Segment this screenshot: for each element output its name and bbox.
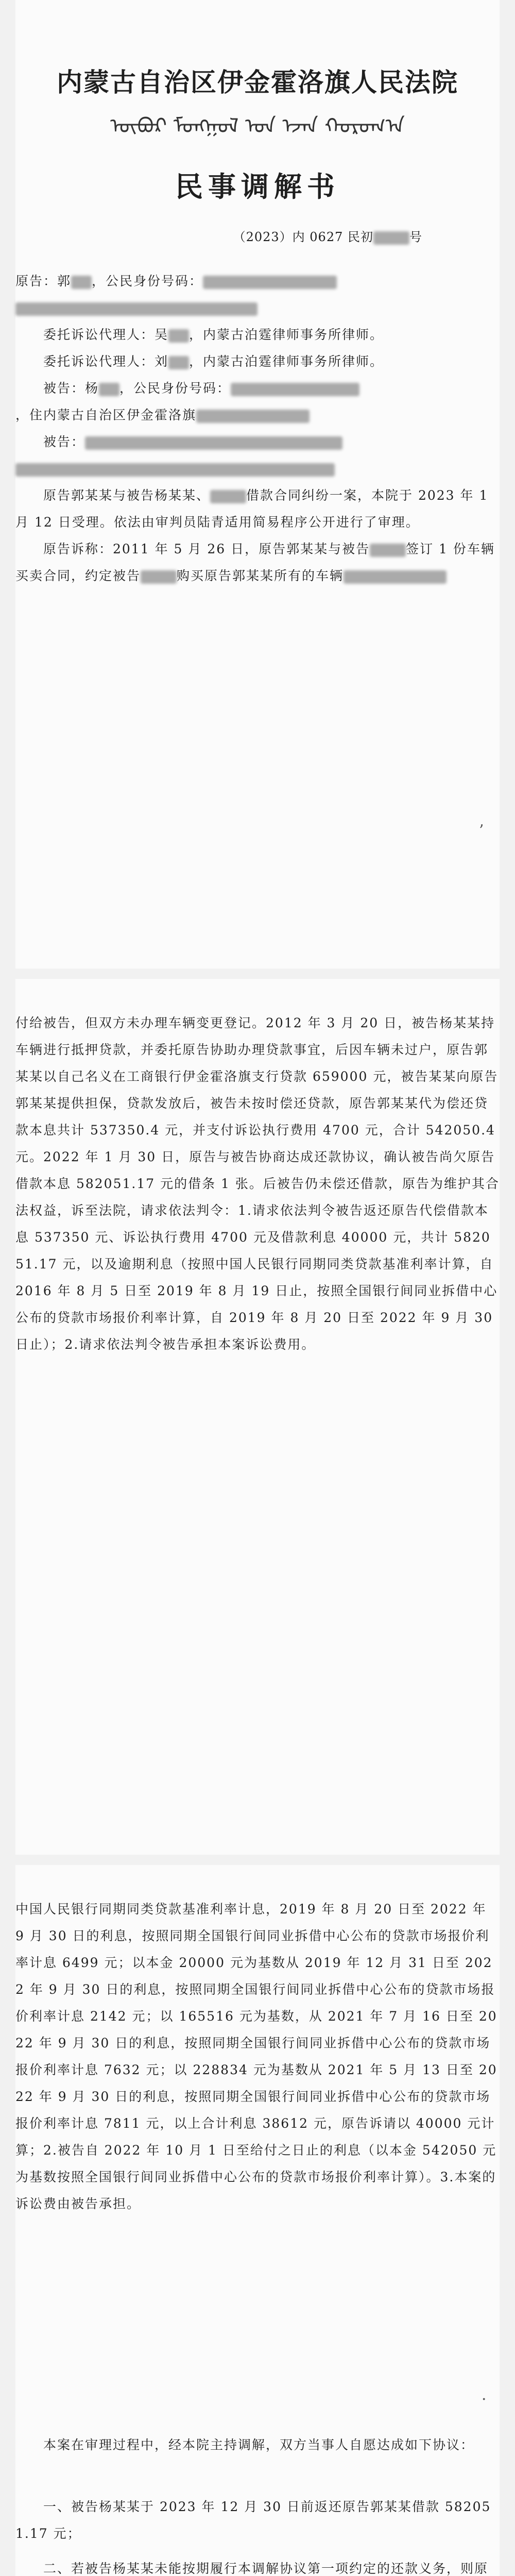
paragraph: ，公民身份号码： [119,381,231,396]
paragraph: 被告：杨 [15,381,99,396]
paragraph: 委托诉讼代理人：刘 [15,354,169,369]
redaction [168,329,189,343]
document-number-prefix: （2023）内 0627 民初 [233,230,373,244]
paragraph: 签订 1 份车辆买卖合同，约定被告 [15,541,495,583]
agreement-item-2: 二、若被告杨某某未能按期履行本调解协议第一项约定的还款义务，则原 [43,2561,489,2576]
page-2 [15,979,500,1855]
agreement-item-1: 一、被告杨某某于 2023 年 12 月 30 日前返还原告郭某某借款 582051.17 元； [15,2499,491,2541]
redaction [373,231,409,245]
paragraph: 原告：郭 [15,274,72,289]
body-text-page1 [15,268,500,938]
redaction [210,490,246,503]
paragraph: ，住内蒙古自治区伊金霍洛旗 [15,408,197,422]
redaction [99,383,119,396]
paragraph: 原告诉称：2011 年 5 月 26 日，原告郭某某与被告 [15,541,370,556]
redaction [85,436,342,450]
page-1 [15,0,500,969]
redaction [15,302,258,316]
document-number [233,227,422,245]
margin-mark: ’ [479,822,484,840]
redaction [231,383,359,396]
body-text-page2: 付给被告，但双方未办理车辆变更登记。2012 年 3 月 20 日，被告杨某某持车辆进行抵押贷款，并委托原告协助办理贷款事宜，后因车辆未过户，原告郭某某以自己名义在工商银行伊金霍洛旗支行贷款 659000 元，被告某某向原告郭某某提供担保，贷款发放后，被告未按时偿还贷款，原告郭某某代为偿还贷款本息共计 537350.4 元，并支付诉讼执行费用 4700 元，合计 542050.4 元。2022 年 1 月 30 日，原告与被告协商达成还款协议，确认被告尚欠原告借款本息 582051.17 元的借条 1 张。后被告仍未偿还借款，原告为维护其合法权益，诉至法院，请求依法判令：1.请求依法判令被告返还原告代偿借款本息 537350 元、诉讼执行费用 4700 元及借款利息 40000 元，共计 582051.17 元，以及逾期利息（按照中国人民银行同期同类贷款基准利率计算，自 2016 年 8 月 5 日至 2019 年 8 月 19 日止，按照全国银行间同业拆借中心公布的贷款市场报价利率计算，自 2019 年 8 月 20 日至 2022 年 9 月 30 日止）；2.请求依法判令被告承担本案诉讼费用。 [15,1015,501,1352]
paragraph: 委托诉讼代理人：吴 [15,327,169,342]
court-name-mongolian: ᠥᠪᠥᠷ ᠮᠣᠩᠭᠣᠯ ᠤᠨ ᠡᠵᠡᠨ ᠬᠣᠷᠣᠭ᠎ᠠ [110,114,405,138]
document-title: 民事调解书 [175,170,340,203]
body-text-page3b: 本案在审理过程中，经本院主持调解，双方当事人自愿达成如下协议： [15,2437,475,2452]
margin-mark: · [482,2391,487,2409]
paragraph: 被告： [15,434,85,449]
paragraph: ，内蒙古泊霆律师事务所律师。 [189,327,384,342]
court-name: 内蒙古自治区伊金霍洛旗人民法院 [57,67,458,97]
redaction [370,544,406,557]
paragraph: 借款合同纠纷一案，本院于 2023 年 1 月 12 日受理。依法由审判员陆青适用简易程序公开进行了审理。 [15,488,494,530]
redaction [168,356,189,369]
redaction [203,276,337,289]
redaction [15,463,335,477]
body-text-page3a: 中国人民银行同期同类贷款基准利率计息，2019 年 8 月 20 日至 2022 年 9 月 30 日的利息，按照同期全国银行间同业拆借中心公布的贷款市场报价利率计息 6499 元；以本金 20000 元为基数从 2019 年 12 月 31 日至 2022 年 9 月 30 日的利息，按照同期全国银行间同业拆借中心公布的贷款市场报价利率计息 2142 元；以 165516 元为基数，从 2021 年 7 月 16 日至 2022 年 9 月 30 日的利息，按照同期全国银行间同业拆借中心公布的贷款市场报价利率计息 7632 元；以 228834 元为基数从 2021 年 5 月 13 日至 2022 年 9 月 30 日的利息，按照同期全国银行间同业拆借中心公布的贷款市场报价利率计息 7811 元，以上合计利息 38612 元，原告诉请以 40000 元计算；2.被告自 2022 年 10 月 1 日至给付之日止的利息（以本金 542050 元为基数按照全国银行间同业拆借中心公布的贷款市场报价利率计算）。3.本案的诉讼费由被告承担。 [15,1902,497,2211]
paragraph: ，内蒙古泊霆律师事务所律师。 [189,354,384,369]
paragraph: 购买原告郭某某所有的车辆 [177,568,344,583]
document-number-suffix: 号 [409,230,422,244]
paragraph: ，公民身份号码： [92,274,203,289]
page-3 [15,1865,500,2576]
paragraph: 原告郭某某与被告杨某某、 [15,488,211,503]
redaction [344,570,447,584]
redaction [141,570,177,584]
redaction [196,410,310,423]
redaction [71,276,92,289]
